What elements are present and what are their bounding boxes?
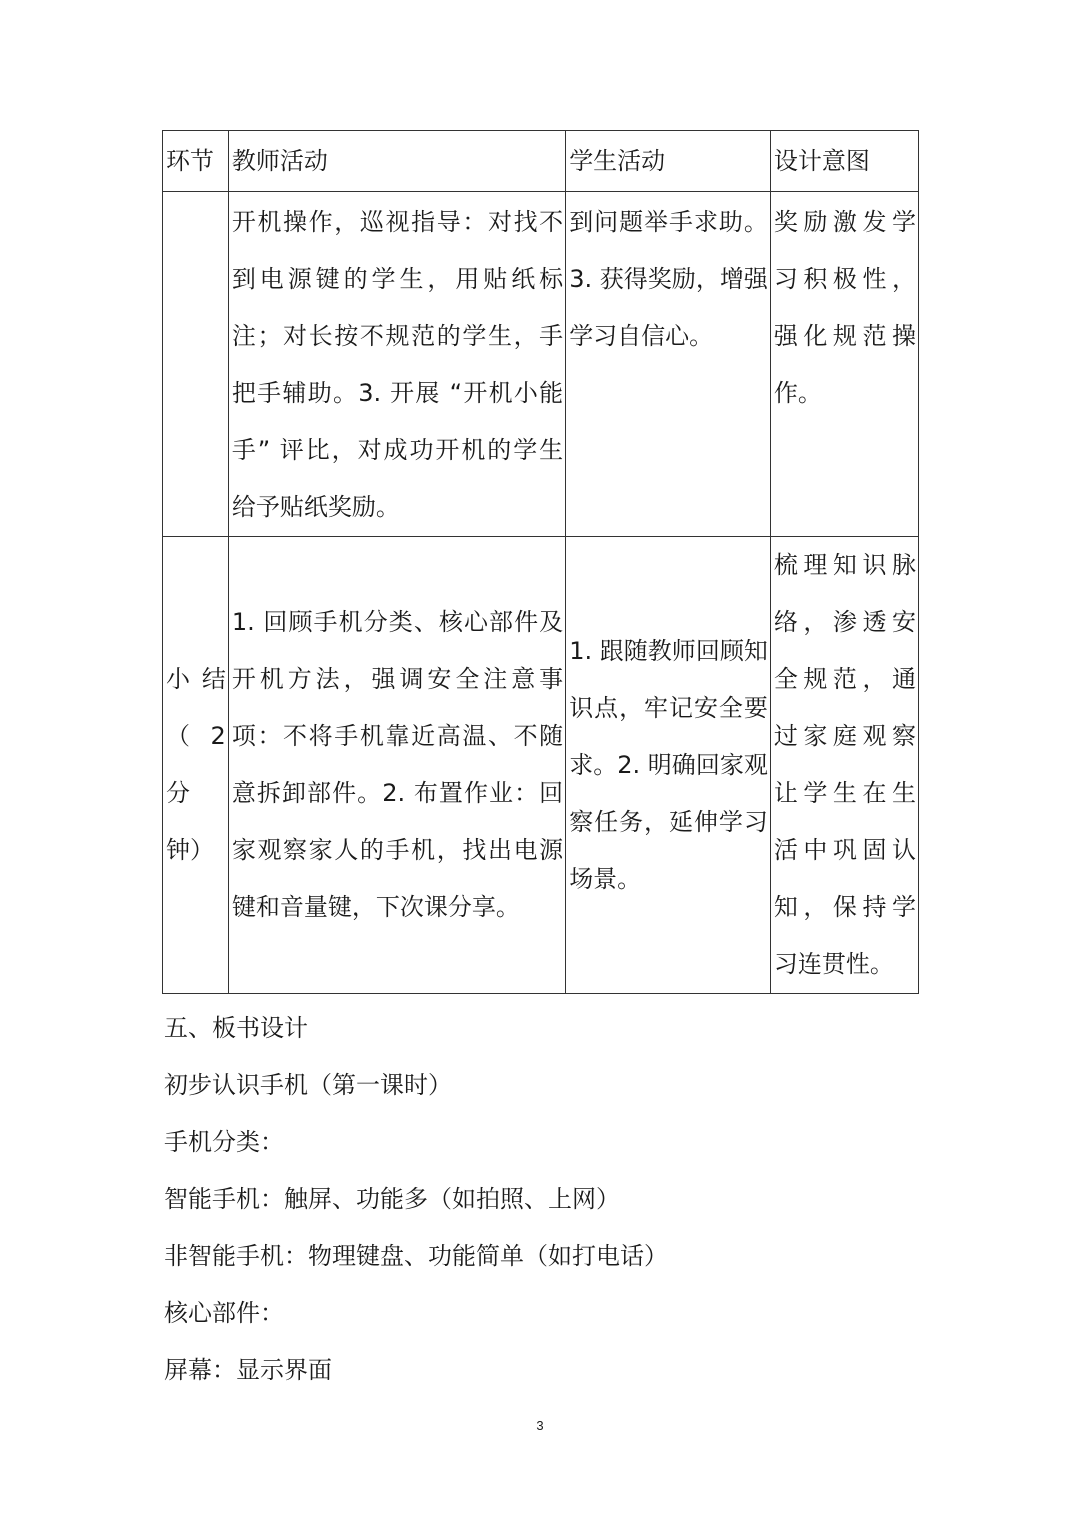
board-design-section: [164, 1000, 668, 1399]
cell-design-intent: 奖励激发学习积极性，强化规范操作。: [770, 192, 918, 537]
table-header-row: [163, 131, 919, 192]
board-line: 屏幕：显示界面: [164, 1356, 332, 1384]
cell-student-activity: 1. 跟随教师回顾知识点，牢记安全要求。2. 明确回家观察任务，延伸学习场景。: [566, 537, 771, 994]
board-line: 初步认识手机（第一课时）: [164, 1071, 452, 1099]
lesson-plan-table: [162, 130, 919, 994]
board-line: 核心部件：: [164, 1299, 284, 1327]
cell-teacher-activity: 1. 回顾手机分类、核心部件及开机方法，强调安全注意事项：不将手机靠近高温、不随意拆卸部件。2. 布置作业：回家观察家人的手机，找出电源键和音量键，下次课分享。: [228, 537, 565, 994]
page-number: 3: [536, 1418, 544, 1433]
header-student-activity: 学生活动: [566, 131, 771, 192]
cell-student-activity: 到问题举手求助。3. 获得奖励，增强学习自信心。: [566, 192, 771, 537]
cell-stage: 小结（2分钟）: [163, 537, 229, 994]
table-row: [163, 537, 919, 994]
cell-stage: [163, 192, 229, 537]
board-line: 手机分类：: [164, 1128, 284, 1156]
header-design-intent: 设计意图: [770, 131, 918, 192]
table-row: [163, 192, 919, 537]
header-stage: 环节: [163, 131, 229, 192]
board-line: 非智能手机：物理键盘、功能简单（如打电话）: [164, 1242, 668, 1270]
section-heading: 五、板书设计: [164, 1014, 308, 1042]
cell-design-intent: 梳理知识脉络，渗透安全规范，通过家庭观察让学生在生活中巩固认知，保持学习连贯性。: [770, 537, 918, 994]
header-teacher-activity: 教师活动: [228, 131, 565, 192]
board-line: 智能手机：触屏、功能多（如拍照、上网）: [164, 1185, 620, 1213]
cell-teacher-activity: 开机操作，巡视指导：对找不到电源键的学生，用贴纸标注；对长按不规范的学生，手把手辅助。3. 开展 “开机小能手” 评比，对成功开机的学生给予贴纸奖励。: [228, 192, 565, 537]
